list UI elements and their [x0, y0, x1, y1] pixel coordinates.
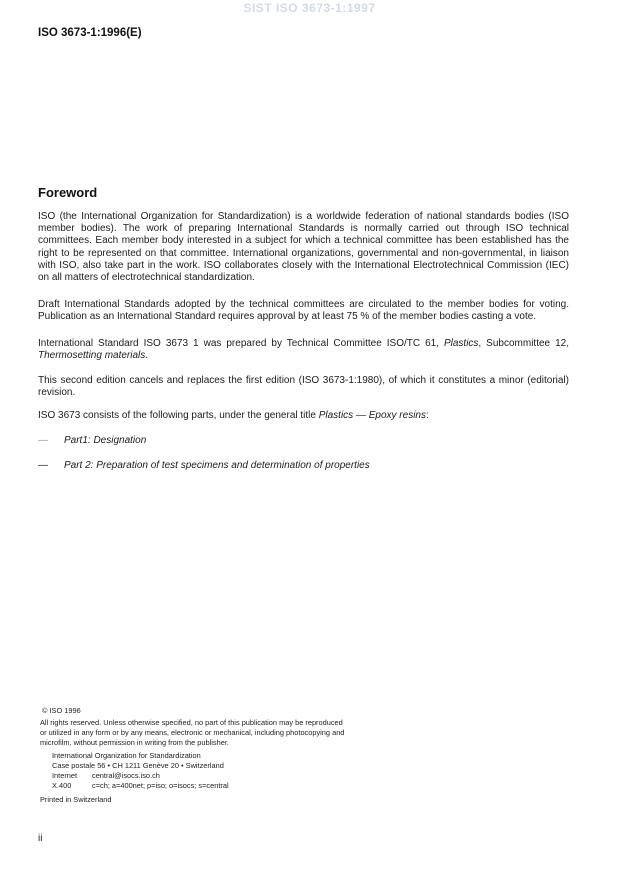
- printed-in: Printed in Switzerland: [40, 795, 112, 804]
- foreword-paragraph-1: ISO (the International Organization for Standardization) is a worldwide federation of national standards bodies (ISO member bodies). The work of preparing International Standards is normally carried out through ISO technical committees. Each member body interested in a subject for which a technical committee has been established has the right to be represented on that committee. International organizations, governmental and non-governmental, in liaison with ISO, also take part in the work. ISO collaborates closely with the International Electrotechnical Commission (IEC) on all matters of electrotechnical standardization.: [38, 211, 569, 284]
- copyright-notice: © ISO 1996: [42, 706, 81, 715]
- rights-line-1: All rights reserved. Unless otherwise specified, no part of this publication may be reproduced: [40, 718, 343, 727]
- organization-name: International Organization for Standardization: [52, 751, 201, 760]
- internet-label: Internet: [52, 771, 78, 780]
- paragraph-3-middle: , Subcommittee 12,: [478, 338, 569, 349]
- document-identifier: ISO 3673-1:1996(E): [38, 27, 142, 39]
- list-item: [38, 460, 370, 472]
- rights-line-3: microfilm, without permission in writing from the publisher.: [40, 738, 229, 747]
- list-dash: —: [38, 460, 48, 471]
- subcommittee-name: Thermosetting materials: [38, 350, 146, 362]
- x400-label: X.400: [52, 781, 72, 790]
- foreword-paragraph-5: [38, 410, 569, 422]
- committee-name: Plastics: [443, 338, 479, 349]
- internet-address: [52, 771, 160, 781]
- foreword-paragraph-2: Draft International Standards adopted by the technical committees are circulated to the member bodies for voting. Publication as an International Standard requires approval by at least 75 % of the member bodies casting a vote.: [38, 299, 569, 323]
- page-number: ii: [38, 833, 43, 844]
- watermark: SIST ISO 3673-1:1997: [243, 1, 376, 15]
- paragraph-3-text: International Standard ISO 3673 1 was prepared by Technical Committee ISO/TC 61,: [38, 338, 444, 349]
- general-title: Plastics — Epoxy resins: [318, 410, 426, 421]
- x400-address: [52, 781, 229, 791]
- rights-line-2: or utilized in any form or by any means, electronic or mechanical, including photocopying and: [40, 728, 345, 737]
- paragraph-3-end: .: [145, 350, 149, 362]
- internet-value: central@isocs.iso.ch: [92, 771, 160, 780]
- list-item: [38, 435, 146, 447]
- foreword-paragraph-3: [38, 338, 569, 362]
- x400-value: c=ch; a=400net; p=iso; o=isocs; s=central: [92, 781, 229, 790]
- foreword-paragraph-4: This second edition cancels and replaces the first edition (ISO 3673-1:1980), of which it constitutes a minor (editorial) revision.: [38, 375, 569, 399]
- foreword-heading: Foreword: [38, 185, 98, 200]
- postal-address: Case postale 56 • CH 1211 Genève 20 • Switzerland: [52, 761, 224, 770]
- list-dash: —: [38, 435, 48, 446]
- part-1-title: Part1: Designation: [64, 435, 147, 446]
- part-2-title: Part 2: Preparation of test specimens and determination of properties: [64, 460, 370, 471]
- paragraph-5-text: ISO 3673 consists of the following parts, under the general title: [38, 410, 319, 421]
- paragraph-5-end: :: [425, 410, 429, 421]
